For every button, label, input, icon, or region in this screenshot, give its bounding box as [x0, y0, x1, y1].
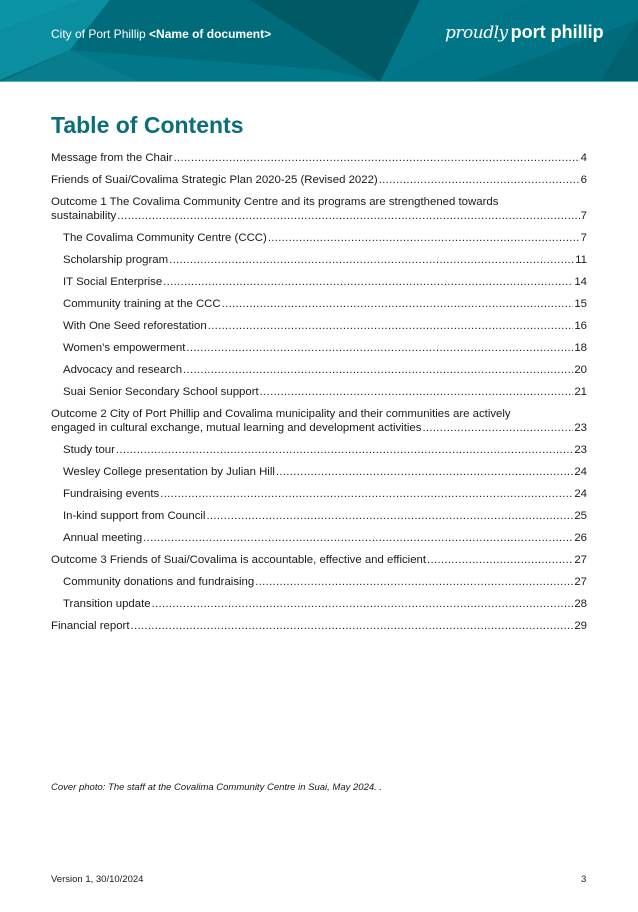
toc-entry-page-number[interactable]: 27 — [574, 576, 587, 588]
toc-entry[interactable] — [51, 297, 587, 311]
toc-entry-leader — [206, 509, 573, 523]
toc-entry-leader — [268, 231, 580, 245]
table-of-contents — [51, 151, 587, 641]
toc-entry-label[interactable]: Community donations and fundraising — [63, 576, 255, 588]
toc-entry-label[interactable]: In-kind support from Council — [63, 510, 206, 522]
toc-entry-label[interactable]: Community training at the CCC — [63, 298, 221, 310]
toc-entry-label[interactable]: Outcome 2 City of Port Phillip and Covalima municipality and their communities are actively — [51, 408, 511, 420]
toc-entry[interactable] — [51, 385, 587, 399]
toc-entry-label[interactable]: Fundraising events — [63, 488, 160, 500]
footer-page-number: 3 — [581, 874, 587, 885]
toc-entry[interactable] — [51, 575, 587, 589]
toc-entry-leader — [116, 443, 573, 457]
toc-entry-page-number[interactable]: 20 — [574, 364, 587, 376]
toc-entry-leader — [169, 253, 574, 267]
toc-entry-label[interactable]: Scholarship program — [63, 254, 169, 266]
toc-entry-label[interactable]: Financial report — [51, 620, 130, 632]
toc-entry-page-number[interactable]: 28 — [574, 598, 587, 610]
logo-bold-text: port phillip — [510, 22, 604, 42]
toc-entry-label[interactable]: Study tour — [63, 444, 115, 456]
toc-entry-page-number[interactable]: 16 — [574, 320, 587, 332]
toc-entry[interactable] — [51, 553, 587, 567]
toc-entry-label[interactable]: Annual meeting — [63, 532, 143, 544]
toc-entry-label[interactable]: With One Seed reforestation — [63, 320, 207, 332]
toc-entry[interactable] — [51, 253, 587, 267]
toc-entry[interactable] — [51, 443, 587, 457]
toc-entry-leader — [160, 487, 573, 501]
toc-entry-leader — [174, 151, 580, 165]
toc-entry-label[interactable]: The Covalima Community Centre (CCC) — [63, 232, 267, 244]
toc-entry-leader — [427, 553, 573, 567]
toc-entry-page-number[interactable]: 7 — [580, 232, 587, 244]
footer-version: Version 1, 30/10/2024 — [51, 874, 144, 885]
toc-entry-page-number[interactable]: 7 — [580, 210, 587, 222]
toc-entry-label[interactable]: Suai Senior Secondary School support — [63, 386, 259, 398]
toc-entry[interactable] — [51, 151, 587, 165]
toc-entry-page-number[interactable]: 4 — [580, 152, 587, 164]
toc-entry[interactable] — [51, 341, 587, 355]
toc-entry[interactable] — [51, 407, 587, 435]
toc-entry-label[interactable]: Friends of Suai/Covalima Strategic Plan 2020-25 (Revised 2022) — [51, 174, 378, 186]
toc-entry[interactable] — [51, 275, 587, 289]
toc-entry-leader — [260, 385, 574, 399]
toc-entry-leader — [255, 575, 573, 589]
toc-entry[interactable] — [51, 231, 587, 245]
toc-entry-label[interactable]: Message from the Chair — [51, 152, 173, 164]
toc-entry[interactable] — [51, 531, 587, 545]
toc-entry-label-continued[interactable]: engaged in cultural exchange, mutual learning and development activities — [51, 422, 422, 434]
cover-photo-caption: Cover photo: The staff at the Covalima Community Centre in Suai, May 2024. . — [51, 782, 383, 793]
header-accent-line — [0, 81, 638, 82]
header-document-title — [51, 27, 271, 41]
toc-entry-leader — [131, 619, 574, 633]
toc-entry-page-number[interactable]: 26 — [574, 532, 587, 544]
toc-entry-page-number[interactable]: 29 — [574, 620, 587, 632]
toc-entry-label[interactable]: Outcome 3 Friends of Suai/Covalima is accountable, effective and efficient — [51, 554, 427, 566]
toc-entry[interactable] — [51, 465, 587, 479]
header-doc-name: <Name of document> — [149, 27, 272, 41]
page-header-banner — [0, 0, 638, 82]
toc-entry-page-number[interactable]: 15 — [574, 298, 587, 310]
logo-script-text: proudly — [445, 23, 508, 43]
toc-entry-page-number[interactable]: 24 — [574, 466, 587, 478]
toc-entry-leader — [183, 363, 573, 377]
toc-entry-leader — [208, 319, 574, 333]
toc-entry-page-number[interactable]: 21 — [574, 386, 587, 398]
toc-entry-page-number[interactable]: 23 — [574, 444, 587, 456]
toc-entry-page-number[interactable]: 11 — [575, 254, 587, 266]
toc-entry-page-number[interactable]: 14 — [574, 276, 587, 288]
toc-entry-leader — [163, 275, 573, 289]
toc-entry-leader — [276, 465, 573, 479]
toc-entry-leader — [379, 173, 580, 187]
toc-entry-page-number[interactable]: 25 — [574, 510, 587, 522]
header-org-name: City of Port Phillip — [51, 27, 146, 41]
toc-entry[interactable] — [51, 319, 587, 333]
toc-entry-page-number[interactable]: 24 — [574, 488, 587, 500]
toc-entry-leader — [117, 209, 579, 223]
toc-entry-label[interactable]: Advocacy and research — [63, 364, 183, 376]
toc-entry-leader — [222, 297, 574, 311]
toc-entry[interactable] — [51, 173, 587, 187]
toc-entry[interactable] — [51, 363, 587, 377]
toc-entry-leader — [152, 597, 574, 611]
toc-entry-label[interactable]: Transition update — [63, 598, 151, 610]
toc-entry-leader — [143, 531, 573, 545]
toc-entry-label[interactable]: Outcome 1 The Covalima Community Centre and its programs are strengthened towards — [51, 196, 499, 208]
toc-entry[interactable] — [51, 509, 587, 523]
toc-entry-label[interactable]: IT Social Enterprise — [63, 276, 163, 288]
toc-entry-leader — [186, 341, 573, 355]
toc-entry-leader — [422, 421, 573, 435]
toc-title: Table of Contents — [51, 112, 244, 138]
toc-entry-page-number[interactable]: 23 — [574, 422, 587, 434]
toc-entry-label-continued[interactable]: sustainability — [51, 210, 117, 222]
toc-entry-page-number[interactable]: 27 — [574, 554, 587, 566]
toc-entry-page-number[interactable]: 18 — [574, 342, 587, 354]
toc-entry-label[interactable]: Women’s empowerment — [63, 342, 186, 354]
proudly-port-phillip-logo — [445, 22, 604, 43]
toc-entry[interactable] — [51, 195, 587, 223]
toc-entry-page-number[interactable]: 6 — [580, 174, 587, 186]
toc-entry[interactable] — [51, 487, 587, 501]
toc-entry[interactable] — [51, 597, 587, 611]
toc-entry-label[interactable]: Wesley College presentation by Julian Hill — [63, 466, 275, 478]
toc-entry[interactable] — [51, 619, 587, 633]
